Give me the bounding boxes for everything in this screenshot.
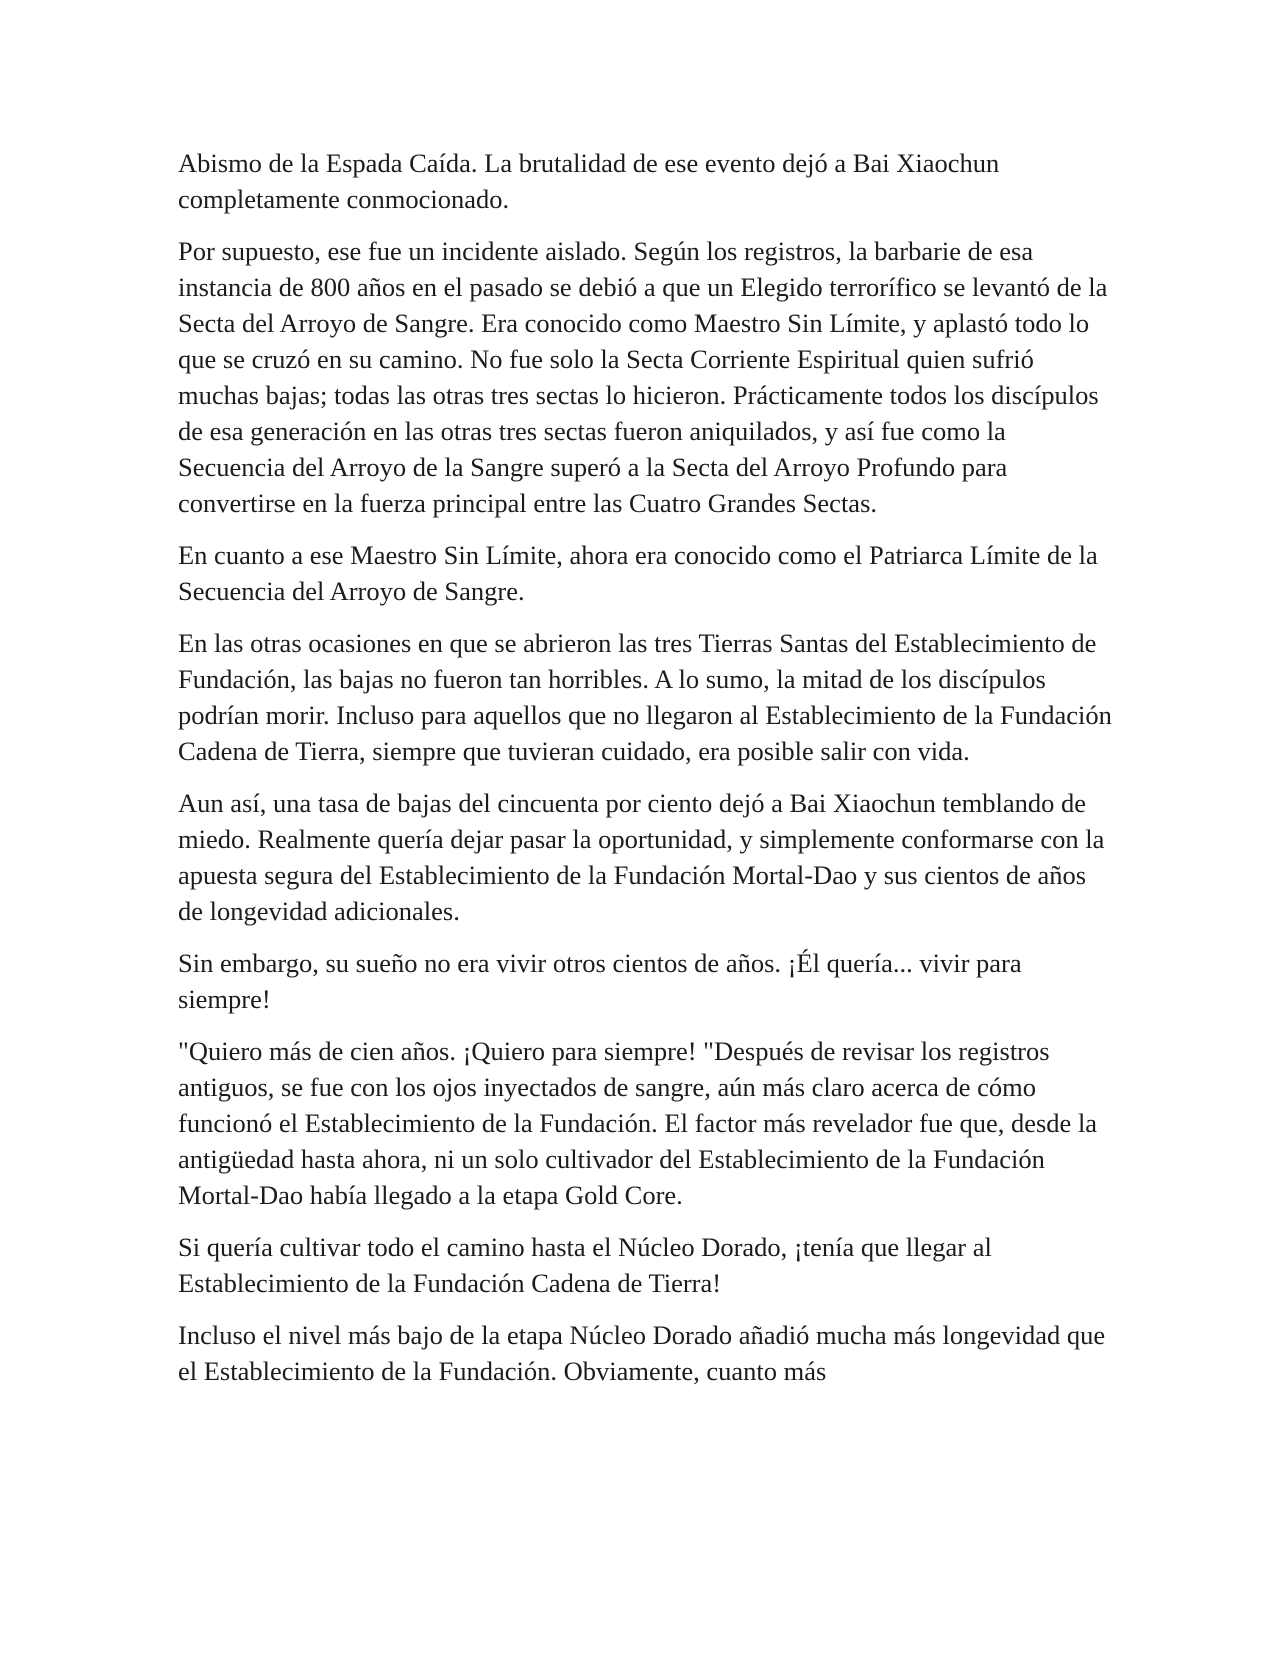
- document-body: [178, 145, 1113, 1405]
- paragraph-1: Abismo de la Espada Caída. La brutalidad de ese evento dejó a Bai Xiaochun completamente conmocionado.: [178, 148, 1000, 214]
- paragraph-6: Sin embargo, su sueño no era vivir otros cientos de años. ¡Él quería... vivir para siempre!: [178, 948, 1022, 1014]
- paragraph-8: Si quería cultivar todo el camino hasta el Núcleo Dorado, ¡tenía que llegar al Establecimiento de la Fundación Cadena de Tierra!: [178, 1232, 992, 1298]
- paragraph-3: En cuanto a ese Maestro Sin Límite, ahora era conocido como el Patriarca Límite de la Secuencia del Arroyo de Sangre.: [178, 540, 1098, 606]
- paragraph-4: En las otras ocasiones en que se abrieron las tres Tierras Santas del Establecimiento de Fundación, las bajas no fueron tan horribles. A lo sumo, la mitad de los discípulos podrían morir. Incluso para aquellos que no llegaron al Establecimiento de la Fundación Cadena de Tierra, siempre que tuvieran cuidado, era posible salir con vida.: [178, 628, 1112, 766]
- paragraph-7: "Quiero más de cien años. ¡Quiero para siempre! "Después de revisar los registros antiguos, se fue con los ojos inyectados de sangre, aún más claro acerca de cómo funcionó el Establecimiento de la Fundación. El factor más revelador fue que, desde la antigüedad hasta ahora, ni un solo cultivador del Establecimiento de la Fundación Mortal-Dao había llegado a la etapa Gold Core.: [178, 1036, 1098, 1210]
- paragraph-2: Por supuesto, ese fue un incidente aislado. Según los registros, la barbarie de esa instancia de 800 años en el pasado se debió a que un Elegido terrorífico se levantó de la Secta del Arroyo de Sangre. Era conocido como Maestro Sin Límite, y aplastó todo lo que se cruzó en su camino. No fue solo la Secta Corriente Espiritual quien sufrió muchas bajas; todas las otras tres sectas lo hicieron. Prácticamente todos los discípulos de esa generación en las otras tres sectas fueron aniquilados, y así fue como la Secuencia del Arroyo de la Sangre superó a la Secta del Arroyo Profundo para convertirse en la fuerza principal entre las Cuatro Grandes Sectas.: [178, 236, 1108, 518]
- paragraph-9: Incluso el nivel más bajo de la etapa Núcleo Dorado añadió mucha más longevidad que el Establecimiento de la Fundación. Obviamente, cuanto más: [178, 1320, 1106, 1386]
- paragraph-5: Aun así, una tasa de bajas del cincuenta por ciento dejó a Bai Xiaochun temblando de miedo. Realmente quería dejar pasar la oportunidad, y simplemente conformarse con la apuesta segura del Establecimiento de la Fundación Mortal-Dao y sus cientos de años de longevidad adicionales.: [178, 788, 1105, 926]
